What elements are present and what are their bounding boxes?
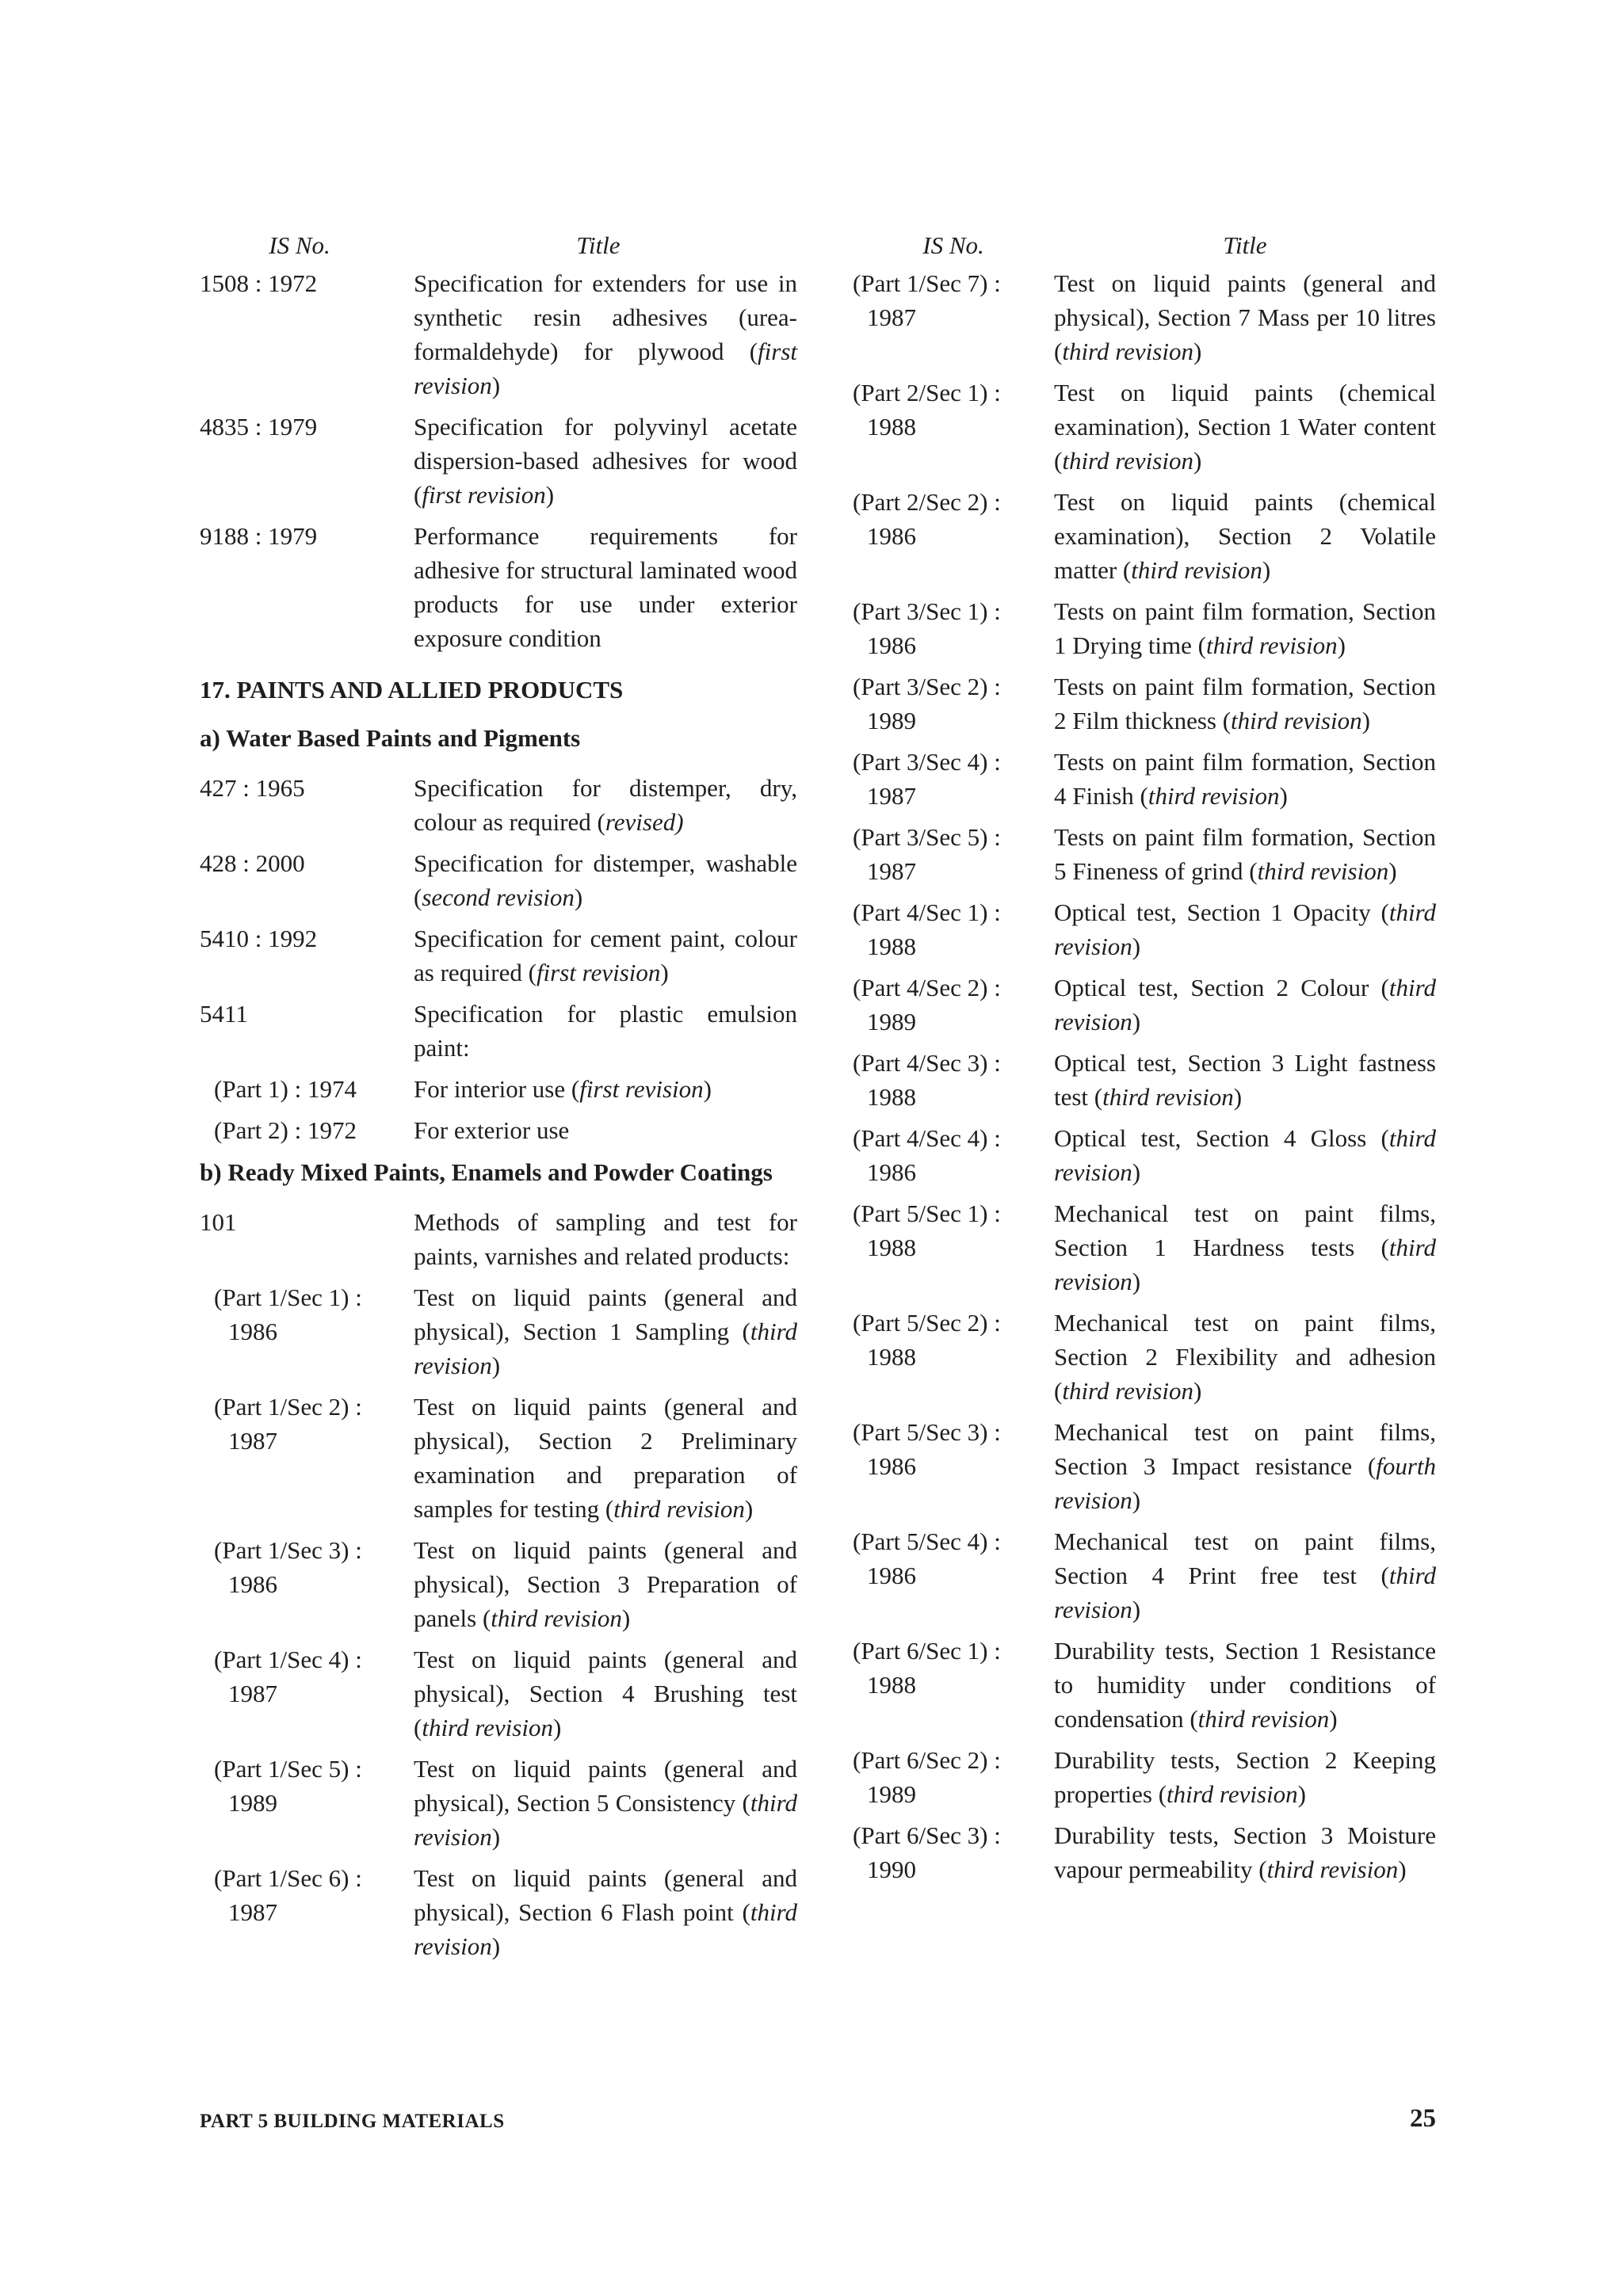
closing-paren: ) bbox=[491, 1932, 501, 1960]
revision-note: third revision bbox=[1054, 974, 1436, 1035]
is-year: 1989 bbox=[867, 1780, 916, 1808]
revision-note: third revision bbox=[491, 1604, 622, 1632]
title-text: Methods of sampling and test for paints, varnishes and related products: bbox=[414, 1208, 797, 1270]
standard-title bbox=[414, 1280, 797, 1383]
revision-note: third revision bbox=[613, 1495, 745, 1523]
standard-entry bbox=[200, 519, 797, 655]
title-text: Durability tests, Section 3 Moisture vapour permeability ( bbox=[1054, 1821, 1436, 1883]
title-text: Performance requirements for adhesive for structural laminated wood products for use under exterior exposure condition bbox=[414, 522, 797, 652]
title-text: For exterior use bbox=[414, 1116, 570, 1144]
closing-paren: ) bbox=[621, 1604, 631, 1632]
standard-title bbox=[1054, 1524, 1436, 1627]
revision-note: first revision bbox=[422, 481, 546, 509]
pre-entries bbox=[200, 266, 797, 655]
standard-entry bbox=[200, 266, 797, 402]
is-year: 1986 bbox=[867, 631, 916, 659]
closing-paren: ) bbox=[1337, 631, 1346, 659]
standard-entry bbox=[853, 820, 1436, 888]
revision-note: third revision bbox=[1167, 1780, 1298, 1808]
is-number: 5410 : 1992 bbox=[200, 925, 318, 952]
is-year: 1987 bbox=[228, 1898, 277, 1926]
is-year: 1988 bbox=[867, 933, 916, 960]
standard-entry bbox=[200, 1205, 797, 1273]
is-number: 428 : 2000 bbox=[200, 849, 305, 877]
is-number: 5411 bbox=[200, 1000, 248, 1028]
is-number bbox=[853, 1634, 1054, 1736]
is-number: (Part 1) : 1974 bbox=[214, 1075, 357, 1103]
standard-entry bbox=[200, 1861, 797, 1963]
standard-entry bbox=[200, 771, 797, 839]
standard-title bbox=[414, 410, 797, 512]
is-part: (Part 1/Sec 3) : bbox=[214, 1536, 362, 1564]
standard-entry bbox=[853, 1046, 1436, 1114]
left-column bbox=[200, 228, 797, 1970]
revision-note: third revision bbox=[1148, 782, 1280, 810]
is-part: (Part 4/Sec 2) : bbox=[853, 974, 1001, 1001]
closing-paren: ) bbox=[574, 883, 583, 911]
closing-paren: ) bbox=[703, 1075, 712, 1103]
right-entries bbox=[853, 266, 1436, 1886]
closing-paren: ) bbox=[1132, 1008, 1141, 1035]
standard-entry bbox=[853, 1524, 1436, 1627]
standard-title bbox=[1054, 1046, 1436, 1114]
revision-note: third revision bbox=[1231, 707, 1362, 734]
is-number bbox=[853, 895, 1054, 963]
is-number bbox=[853, 1743, 1054, 1811]
standard-title bbox=[1054, 1818, 1436, 1886]
revision-note: first revision bbox=[579, 1075, 704, 1103]
standard-title bbox=[414, 1861, 797, 1963]
closing-paren: ) bbox=[1193, 1377, 1202, 1405]
standard-title bbox=[414, 266, 797, 402]
column-header bbox=[853, 228, 1436, 263]
is-year: 1986 bbox=[228, 1570, 277, 1598]
is-part: (Part 4/Sec 4) : bbox=[853, 1124, 1001, 1152]
is-part: (Part 6/Sec 1) : bbox=[853, 1637, 1001, 1665]
is-part: (Part 5/Sec 1) : bbox=[853, 1199, 1001, 1227]
page-number: 25 bbox=[1410, 2104, 1436, 2133]
title-text: Mechanical test on paint films, Section 1 Hardness tests ( bbox=[1054, 1199, 1436, 1261]
header-title: Title bbox=[576, 231, 621, 259]
closing-paren: ) bbox=[491, 1823, 501, 1851]
standard-title bbox=[414, 921, 797, 990]
is-part: (Part 1/Sec 1) : bbox=[214, 1283, 362, 1311]
revision-note: third revision bbox=[1054, 1234, 1436, 1295]
is-year: 1989 bbox=[228, 1789, 277, 1817]
revision-note: fourth revision bbox=[1054, 1452, 1436, 1514]
closing-paren: ) bbox=[1329, 1705, 1338, 1733]
is-number bbox=[853, 1306, 1054, 1408]
standard-entry bbox=[853, 971, 1436, 1039]
is-part: (Part 1/Sec 6) : bbox=[214, 1864, 362, 1892]
standard-title bbox=[1054, 1743, 1436, 1811]
standard-title bbox=[414, 1533, 797, 1635]
is-number bbox=[853, 1121, 1054, 1189]
standard-entry bbox=[200, 1533, 797, 1635]
standard-entry bbox=[200, 1752, 797, 1854]
standard-title bbox=[1054, 820, 1436, 888]
title-text: Specification for plastic emulsion paint: bbox=[414, 1000, 797, 1062]
revision-note: third revision bbox=[414, 1789, 797, 1851]
revision-note: third revision bbox=[1062, 338, 1193, 365]
closing-paren: ) bbox=[1132, 1486, 1141, 1514]
title-text: Tests on paint film formation, Section 2 Film thickness ( bbox=[1054, 673, 1436, 734]
standard-entry bbox=[200, 997, 797, 1065]
closing-paren: ) bbox=[1262, 556, 1271, 584]
standard-title bbox=[1054, 1121, 1436, 1189]
standard-title bbox=[1054, 485, 1436, 587]
title-text: For interior use ( bbox=[414, 1075, 580, 1103]
standard-title bbox=[1054, 971, 1436, 1039]
standard-title bbox=[1054, 1634, 1436, 1736]
standard-title bbox=[414, 846, 797, 914]
is-number bbox=[853, 1046, 1054, 1114]
revision-note: third revision bbox=[422, 1714, 553, 1741]
title-text: Mechanical test on paint films, Section 2 Flexibility and adhesion ( bbox=[1054, 1309, 1436, 1405]
title-text: Optical test, Section 4 Gloss ( bbox=[1054, 1124, 1389, 1152]
is-year: 1987 bbox=[228, 1680, 277, 1707]
standard-entry bbox=[853, 895, 1436, 963]
is-year: 1988 bbox=[867, 413, 916, 441]
revision-note: first revision bbox=[414, 338, 797, 399]
is-part: (Part 3/Sec 1) : bbox=[853, 597, 1001, 625]
is-year: 1986 bbox=[867, 1158, 916, 1186]
standard-entry bbox=[853, 376, 1436, 478]
closing-paren: ) bbox=[660, 959, 669, 986]
title-text: Specification for distemper, dry, colour as required ( bbox=[414, 774, 797, 836]
title-text: Optical test, Section 1 Opacity ( bbox=[1054, 898, 1389, 926]
standard-title bbox=[1054, 266, 1436, 368]
closing-paren: ) bbox=[1132, 933, 1141, 960]
revision-note: third revision bbox=[414, 1318, 797, 1379]
section-heading: 17. PAINTS AND ALLIED PRODUCTS bbox=[200, 676, 624, 704]
closing-paren: ) bbox=[545, 481, 555, 509]
revision-note: second revision bbox=[422, 883, 575, 911]
closing-paren: ) bbox=[1388, 857, 1397, 885]
title-text: Mechanical test on paint films, Section 3 Impact resistance ( bbox=[1054, 1418, 1436, 1480]
revision-note: third revision bbox=[1131, 556, 1262, 584]
title-text: Test on liquid paints (general and physical), Section 5 Consistency ( bbox=[414, 1755, 797, 1817]
is-number bbox=[853, 820, 1054, 888]
revision-note: first revision bbox=[536, 959, 661, 986]
standard-entry bbox=[200, 1642, 797, 1745]
standard-title bbox=[414, 1072, 797, 1106]
is-year: 1986 bbox=[228, 1318, 277, 1345]
is-year: 1987 bbox=[867, 303, 916, 331]
subsection-heading-b: b) Ready Mixed Paints, Enamels and Powder Coatings bbox=[200, 1158, 773, 1186]
title-text: Specification for distemper, washable ( bbox=[414, 849, 797, 911]
standard-title bbox=[414, 1390, 797, 1526]
closing-paren: ) bbox=[744, 1495, 754, 1523]
header-isno: IS No. bbox=[269, 231, 330, 259]
is-part: (Part 4/Sec 3) : bbox=[853, 1049, 1001, 1077]
standard-entry bbox=[200, 410, 797, 512]
is-number bbox=[853, 485, 1054, 587]
standard-entry bbox=[200, 1280, 797, 1383]
closing-paren: ) bbox=[552, 1714, 562, 1741]
is-part: (Part 1/Sec 5) : bbox=[214, 1755, 362, 1783]
standard-entry bbox=[200, 1072, 797, 1106]
is-year: 1988 bbox=[867, 1671, 916, 1699]
standard-entry bbox=[200, 846, 797, 914]
footer-part-label: PART 5 BUILDING MATERIALS bbox=[200, 2111, 505, 2132]
is-number: 1508 : 1972 bbox=[200, 269, 318, 297]
title-text: Tests on paint film formation, Section 4 Finish ( bbox=[1054, 748, 1436, 810]
closing-paren: ) bbox=[491, 372, 501, 399]
closing-paren: ) bbox=[1279, 782, 1288, 810]
title-text: Mechanical test on paint films, Section 4 Print free test ( bbox=[1054, 1527, 1436, 1589]
standard-title bbox=[414, 1642, 797, 1745]
title-text: Test on liquid paints (general and physical), Section 4 Brushing test ( bbox=[414, 1646, 797, 1741]
header-isno: IS No. bbox=[922, 231, 984, 259]
title-text: Specification for cement paint, colour as required ( bbox=[414, 925, 797, 986]
header-title: Title bbox=[1223, 231, 1267, 259]
is-number: 427 : 1965 bbox=[200, 774, 305, 802]
standard-title bbox=[1054, 895, 1436, 963]
is-year: 1986 bbox=[867, 522, 916, 550]
is-number bbox=[200, 1390, 414, 1526]
title-text: Test on liquid paints (general and physical), Section 1 Sampling ( bbox=[414, 1283, 797, 1345]
standard-entry bbox=[200, 1113, 797, 1147]
title-text: Test on liquid paints (general and physical), Section 6 Flash point ( bbox=[414, 1864, 797, 1926]
water-based-entries bbox=[200, 771, 797, 1065]
is-part: (Part 5/Sec 4) : bbox=[853, 1527, 1001, 1555]
is-part: (Part 3/Sec 2) : bbox=[853, 673, 1001, 700]
is-number bbox=[200, 1280, 414, 1383]
is-part: (Part 4/Sec 1) : bbox=[853, 898, 1001, 926]
is-part: (Part 6/Sec 3) : bbox=[853, 1821, 1001, 1849]
is-number: 101 bbox=[200, 1208, 237, 1236]
is-year: 1986 bbox=[867, 1562, 916, 1589]
title-text: Durability tests, Section 1 Resistance to humidity under conditions of condensation ( bbox=[1054, 1637, 1436, 1733]
is-year: 1989 bbox=[867, 707, 916, 734]
is-year: 1988 bbox=[867, 1083, 916, 1111]
is-year: 1987 bbox=[228, 1427, 277, 1455]
revision-note: third revision bbox=[1257, 857, 1389, 885]
is-number: (Part 2) : 1972 bbox=[214, 1116, 357, 1144]
closing-paren: ) bbox=[1297, 1780, 1306, 1808]
is-number bbox=[853, 376, 1054, 478]
closing-paren: ) bbox=[491, 1352, 501, 1379]
title-text: Test on liquid paints (general and physical), Section 3 Preparation of panels ( bbox=[414, 1536, 797, 1632]
is-year: 1988 bbox=[867, 1343, 916, 1371]
standard-title bbox=[1054, 1415, 1436, 1517]
closing-paren: ) bbox=[1233, 1083, 1243, 1111]
standard-entry bbox=[853, 1634, 1436, 1736]
revision-note: third revision bbox=[1197, 1705, 1330, 1733]
is-number bbox=[200, 1642, 414, 1745]
water-based-sub-entries bbox=[200, 1072, 797, 1147]
is-number: 9188 : 1979 bbox=[200, 522, 318, 550]
standard-title bbox=[1054, 376, 1436, 478]
title-text: Test on liquid paints (general and physical), Section 7 Mass per 10 litres ( bbox=[1054, 269, 1436, 365]
is-year: 1987 bbox=[867, 857, 916, 885]
revision-note: third revision bbox=[1206, 631, 1338, 659]
standard-entry bbox=[853, 745, 1436, 813]
standard-title bbox=[414, 1113, 797, 1147]
is-part: (Part 3/Sec 5) : bbox=[853, 823, 1001, 851]
standard-entry bbox=[853, 1306, 1436, 1408]
standard-title bbox=[1054, 1306, 1436, 1408]
is-number bbox=[853, 971, 1054, 1039]
is-year: 1986 bbox=[867, 1452, 916, 1480]
closing-paren: ) bbox=[1361, 707, 1370, 734]
is-number bbox=[853, 1524, 1054, 1627]
is-number bbox=[853, 1415, 1054, 1517]
title-text: Test on liquid paints (chemical examination), Section 2 Volatile matter ( bbox=[1054, 488, 1436, 584]
revision-note: third revision bbox=[414, 1898, 797, 1960]
is-number bbox=[853, 669, 1054, 738]
is-year: 1990 bbox=[867, 1855, 916, 1883]
ready-mixed-sub-entries bbox=[200, 1280, 797, 1963]
title-text: Tests on paint film formation, Section 1 Drying time ( bbox=[1054, 597, 1436, 659]
is-number bbox=[853, 594, 1054, 662]
revision-note: third revision bbox=[1062, 1377, 1193, 1405]
standard-title bbox=[414, 519, 797, 655]
ready-mixed-entries bbox=[200, 1205, 797, 1273]
standard-entry bbox=[853, 594, 1436, 662]
subsection-heading-a: a) Water Based Paints and Pigments bbox=[200, 724, 581, 752]
revision-note: third revision bbox=[1102, 1083, 1234, 1111]
title-text: Specification for polyvinyl acetate dispersion-based adhesives for wood ( bbox=[414, 413, 797, 509]
standard-entry bbox=[853, 266, 1436, 368]
is-part: (Part 2/Sec 2) : bbox=[853, 488, 1001, 516]
standard-entry bbox=[853, 669, 1436, 738]
is-number bbox=[200, 1752, 414, 1854]
is-part: (Part 3/Sec 4) : bbox=[853, 748, 1001, 776]
is-part: (Part 1/Sec 4) : bbox=[214, 1646, 362, 1673]
is-number bbox=[853, 1196, 1054, 1299]
title-text: Test on liquid paints (chemical examination), Section 1 Water content ( bbox=[1054, 379, 1436, 475]
closing-paren: ) bbox=[1132, 1596, 1141, 1623]
standard-entry bbox=[853, 1415, 1436, 1517]
title-text: Optical test, Section 3 Light fastness test ( bbox=[1054, 1049, 1436, 1111]
standard-entry bbox=[853, 1121, 1436, 1189]
title-text: Durability tests, Section 2 Keeping properties ( bbox=[1054, 1746, 1436, 1808]
is-year: 1988 bbox=[867, 1234, 916, 1261]
standard-entry bbox=[200, 1390, 797, 1526]
standard-title bbox=[1054, 1196, 1436, 1299]
standard-title bbox=[414, 997, 797, 1065]
closing-paren: ) bbox=[1193, 338, 1202, 365]
is-year: 1989 bbox=[867, 1008, 916, 1035]
title-text: Optical test, Section 2 Colour ( bbox=[1054, 974, 1389, 1001]
is-year: 1987 bbox=[867, 782, 916, 810]
closing-paren: ) bbox=[1132, 1268, 1141, 1295]
standard-title bbox=[414, 771, 797, 839]
revision-note: revised) bbox=[605, 808, 684, 836]
standard-entry bbox=[853, 1196, 1436, 1299]
revision-note: third revision bbox=[1054, 1124, 1436, 1186]
title-text: Tests on paint film formation, Section 5 Fineness of grind ( bbox=[1054, 823, 1436, 885]
closing-paren: ) bbox=[1193, 447, 1202, 475]
standard-entry bbox=[200, 921, 797, 990]
standard-entry bbox=[853, 485, 1436, 587]
title-text: Specification for extenders for use in synthetic resin adhesives (urea-formaldehyde) for plywood ( bbox=[414, 269, 797, 365]
standard-entry bbox=[853, 1743, 1436, 1811]
is-number bbox=[853, 745, 1054, 813]
closing-paren: ) bbox=[1398, 1855, 1407, 1883]
standard-title bbox=[1054, 745, 1436, 813]
column-header bbox=[200, 228, 797, 263]
is-number: 4835 : 1979 bbox=[200, 413, 318, 441]
is-part: (Part 5/Sec 3) : bbox=[853, 1418, 1001, 1446]
standard-entry bbox=[853, 1818, 1436, 1886]
is-number bbox=[200, 1861, 414, 1963]
right-column bbox=[853, 228, 1436, 1894]
standard-title bbox=[1054, 669, 1436, 738]
is-number bbox=[853, 266, 1054, 368]
revision-note: third revision bbox=[1062, 447, 1193, 475]
is-part: (Part 6/Sec 2) : bbox=[853, 1746, 1001, 1774]
is-part: (Part 1/Sec 7) : bbox=[853, 269, 1001, 297]
is-number bbox=[853, 1818, 1054, 1886]
revision-note: third revision bbox=[1054, 898, 1436, 960]
closing-paren: ) bbox=[1132, 1158, 1141, 1186]
standard-title bbox=[414, 1752, 797, 1854]
is-part: (Part 2/Sec 1) : bbox=[853, 379, 1001, 406]
is-number bbox=[200, 1533, 414, 1635]
is-part: (Part 1/Sec 2) : bbox=[214, 1393, 362, 1421]
title-text: Test on liquid paints (general and physical), Section 2 Preliminary examination and preparation of samples for testing ( bbox=[414, 1393, 797, 1523]
revision-note: third revision bbox=[1054, 1562, 1436, 1623]
standard-title bbox=[414, 1205, 797, 1273]
revision-note: third revision bbox=[1266, 1855, 1399, 1883]
standard-title bbox=[1054, 594, 1436, 662]
is-part: (Part 5/Sec 2) : bbox=[853, 1309, 1001, 1337]
